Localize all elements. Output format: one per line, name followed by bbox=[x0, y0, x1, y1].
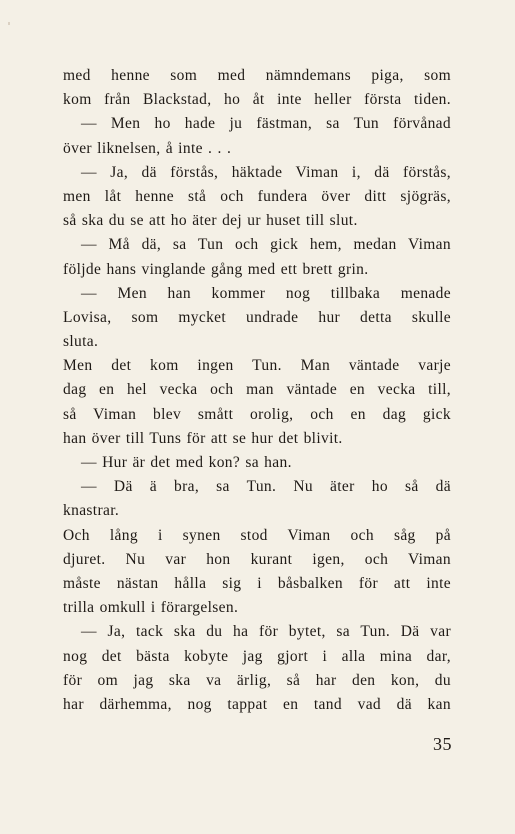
text-line: knastrar. bbox=[63, 502, 120, 520]
text-line: — Men ho hade ju fästman, sa Tun förvånad bbox=[81, 115, 451, 133]
text-line: — Ja, dä förstås, häktade Viman i, dä förstås, bbox=[81, 163, 451, 181]
page-number: 35 bbox=[433, 734, 452, 754]
text-line: med henne som med nämndemans piga, som bbox=[63, 67, 451, 84]
text-line: för om jag ska va ärlig, så har den kon, du bbox=[63, 671, 451, 689]
text-line: Men det kom ingen Tun. Man väntade varje bbox=[63, 357, 451, 375]
text-line: han över till Tuns för att se hur det blivit. bbox=[63, 429, 343, 447]
text-line: Lovisa, som mycket undrade hur detta skulle bbox=[63, 308, 451, 326]
text-line: över liknelsen, å inte . . . bbox=[63, 139, 232, 157]
text-line: så ska du se att ho äter dej ur huset till slut. bbox=[63, 212, 358, 230]
text-line: följde hans vinglande gång med ett brett grin. bbox=[63, 260, 369, 278]
text-line: — Dä ä bra, sa Tun. Nu äter ho så dä bbox=[81, 478, 451, 496]
text-line: — Hur är det med kon? sa han. bbox=[81, 454, 292, 471]
text-line: Och lång i synen stod Viman och såg på bbox=[63, 526, 451, 544]
text-line: — Men han kommer nog tillbaka menade bbox=[81, 284, 451, 302]
text-line: djuret. Nu var hon kurant igen, och Viman bbox=[63, 550, 451, 568]
text-line: nog det bästa kobyte jag gjort i alla mina dar, bbox=[63, 647, 451, 665]
text-line: har därhemma, nog tappat en tand vad dä kan bbox=[63, 695, 451, 713]
text-line: så Viman blev smått orolig, och en dag gick bbox=[63, 405, 451, 423]
paper-speck bbox=[8, 22, 10, 25]
text-line: — Ja, tack ska du ha för bytet, sa Tun. Dä var bbox=[81, 623, 451, 641]
text-line: kom från Blackstad, ho åt inte heller första tiden. bbox=[63, 91, 451, 109]
body-text bbox=[63, 64, 451, 717]
text-line: — Må dä, sa Tun och gick hem, medan Viman bbox=[81, 236, 451, 254]
text-line: men låt henne stå och fundera över ditt sjögräs, bbox=[63, 187, 451, 205]
text-line: dag en hel vecka och man väntade en vecka till, bbox=[63, 381, 451, 399]
text-line: trilla omkull i förargelsen. bbox=[63, 599, 239, 617]
text-line: måste nästan hålla sig i båsbalken för att inte bbox=[63, 574, 451, 592]
text-line: sluta. bbox=[63, 333, 99, 351]
